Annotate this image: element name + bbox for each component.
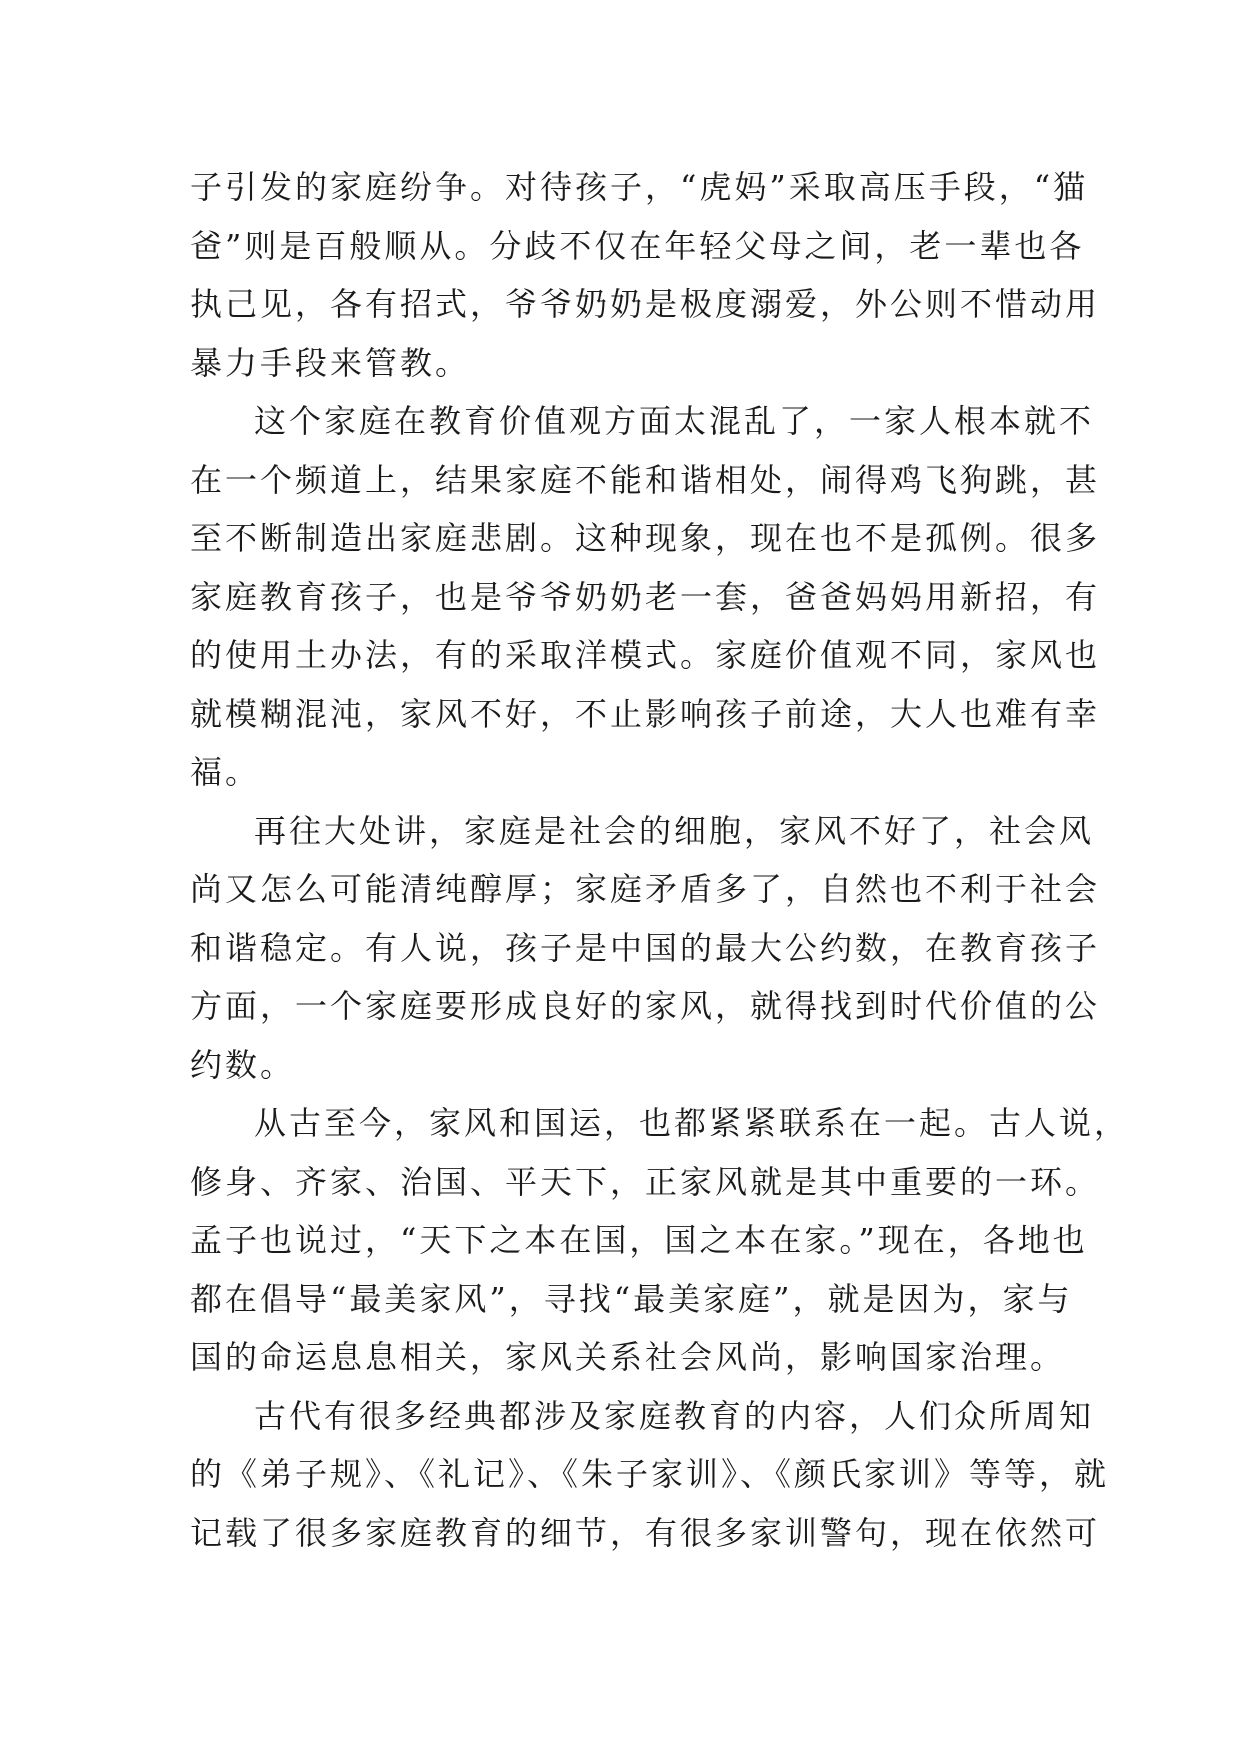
- paragraph-3: [190, 802, 1101, 1095]
- text-line: 在一个频道上，结果家庭不能和谐相处，闹得鸡飞狗跳，甚: [190, 460, 1101, 499]
- text-line: 的《弟子规》、《礼记》、《朱子家训》、《颜氏家训》等等，就: [190, 1455, 1110, 1493]
- text-line: 福。: [190, 753, 261, 791]
- text-line: 的使用土办法，有的采取洋模式。家庭价值观不同，家风也: [190, 636, 1101, 674]
- text-line: 修身、齐家、治国、平天下，正家风就是其中重要的一环。: [190, 1162, 1101, 1201]
- text-line: 约数。: [190, 1045, 296, 1084]
- document-body: [190, 158, 1130, 1562]
- text-line: 记载了很多家庭教育的细节，有很多家训警句，现在依然可: [190, 1513, 1101, 1552]
- text-line: 至不断制造出家庭悲剧。这种现象，现在也不是孤例。很多: [190, 519, 1101, 557]
- text-line: 国的命运息息相关，家风关系社会风尚，影响国家治理。: [190, 1338, 1066, 1376]
- text-line: 方面，一个家庭要形成良好的家风，就得找到时代价值的公: [190, 987, 1101, 1025]
- paragraph-5: [190, 1387, 1110, 1563]
- paragraph-2: [190, 392, 1101, 802]
- text-line: 执己见，各有招式，爷爷奶奶是极度溺爱，外公则不惜动用: [190, 285, 1101, 323]
- text-line: 子引发的家庭纷争。对待孩子，“虎妈”采取高压手段，“猫: [190, 168, 1089, 206]
- text-line: 从古至今，家风和国运，也都紧紧联系在一起。古人说，: [254, 1104, 1130, 1142]
- text-line: 再往大处讲，家庭是社会的细胞，家风不好了，社会风: [254, 811, 1095, 850]
- paragraph-4: [190, 1094, 1130, 1387]
- text-line: 暴力手段来管教。: [190, 343, 471, 382]
- text-line: 家庭教育孩子，也是爷爷奶奶老一套，爸爸妈妈用新招，有: [190, 577, 1101, 616]
- text-line: 和谐稳定。有人说，孩子是中国的最大公约数，在教育孩子: [190, 928, 1101, 967]
- text-line: 孟子也说过，“天下之本在国，国之本在家。”现在，各地也: [190, 1221, 1088, 1259]
- text-line: 这个家庭在教育价值观方面太混乱了，一家人根本就不: [254, 402, 1095, 440]
- paragraph-1: [190, 158, 1101, 392]
- text-line: 爸”则是百般顺从。分歧不仅在年轻父母之间，老一辈也各: [190, 226, 1085, 265]
- text-line: 尚又怎么可能清纯醇厚；家庭矛盾多了，自然也不利于社会: [190, 870, 1101, 908]
- text-line: 古代有很多经典都涉及家庭教育的内容，人们众所周知: [254, 1396, 1095, 1435]
- text-line: 就模糊混沌，家风不好，不止影响孩子前途，大人也难有幸: [190, 694, 1101, 733]
- text-line: 都在倡导“最美家风”，寻找“最美家庭”，就是因为，家与: [190, 1279, 1073, 1318]
